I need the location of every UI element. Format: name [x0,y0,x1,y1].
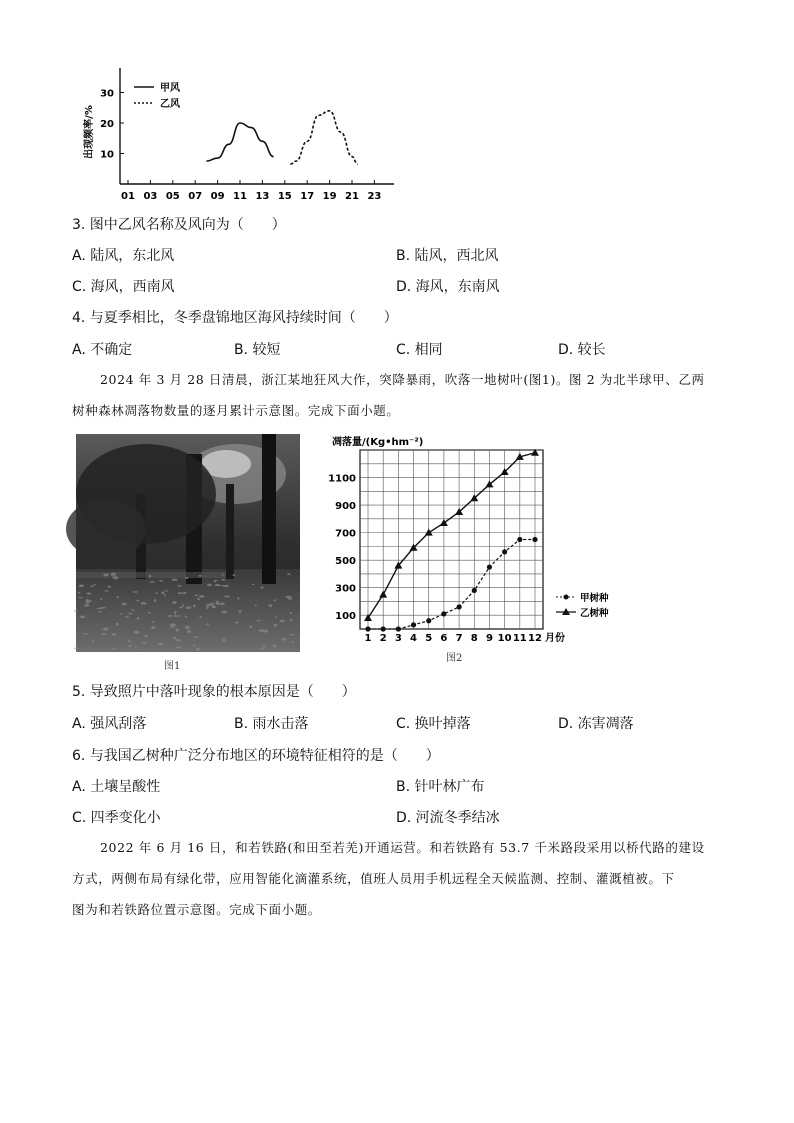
leaf-speck [275,616,277,618]
q6-option-a[interactable]: A. 土壤呈酸性 [72,779,161,795]
leaf-speck [187,630,192,633]
leaf-speck [117,596,119,598]
para2-line1: 2022 年 6 月 16 日，和若铁路(和田至若羌)开通运营。和若铁路有 53.7 千米路段采用以桥代路的建设 [100,840,705,855]
q3-option-c[interactable]: C. 海风，西南风 [72,279,175,295]
fig2-x-label: 月份 [545,633,565,644]
leaf-speck [132,609,134,611]
fig1-photo-fallen-leaves [76,434,300,652]
fig2-point-jia [441,611,446,616]
leaf-speck [196,648,201,651]
leaf-speck [144,635,148,637]
leaf-speck [214,581,216,583]
leaf-speck [172,601,176,604]
wind-x-tick-label: 09 [210,191,225,202]
wind-legend-jia: 甲风 [160,83,180,94]
fig2-series-jia-line [368,540,535,630]
leaf-speck [185,577,188,579]
wind-x-tick-label: 01 [121,191,135,202]
q5-option-d[interactable]: D. 冻害凋落 [558,716,634,732]
leaf-speck [289,634,295,636]
fig1-caption: 图1 [164,661,181,672]
leaf-speck [279,620,284,623]
leaf-speck [175,629,178,632]
q4-option-b[interactable]: B. 较短 [234,342,281,358]
wind-x-tick-label: 07 [188,191,203,202]
fig2-point-jia [502,549,507,554]
fig2-x-tick-label: 4 [410,633,418,644]
fig2-point-jia [411,622,416,627]
wind-x-tick-label: 17 [300,191,315,202]
leaf-speck [193,636,199,637]
q4-option-d[interactable]: D. 较长 [558,342,606,358]
leaf-speck [154,599,156,602]
wind-x-tick-label: 13 [255,191,270,202]
fig2-x-tick-label: 6 [440,633,448,644]
wind-legend-yi: 乙风 [160,99,180,110]
fig2-caption: 图2 [446,653,463,664]
leaf-speck [128,645,131,648]
para1-line1: 2024 年 3 月 28 日清晨，浙江某地狂风大作，突降暴雨，吹落一地树叶(图1)。图 2 为北半球甲、乙两 [100,372,705,387]
fig2-legend [556,592,609,619]
leaf-speck [256,620,260,621]
leaf-speck [165,590,169,591]
leaf-speck [96,608,101,609]
wind-x-tick-label: 19 [322,191,337,202]
leaf-speck [176,646,182,648]
leaf-speck [158,643,163,646]
leaf-speck [135,646,137,648]
leaf-speck [169,627,174,628]
leaf-speck [222,639,225,642]
wind-y-label: 出现频率/% [84,105,95,159]
fig2-point-jia [517,537,522,542]
leaf-speck [255,605,257,607]
leaf-speck [74,610,78,611]
fig2-x-tick-label: 2 [379,633,387,644]
leaf-speck [108,586,111,588]
leaf-speck [141,602,147,605]
q6-stem: 6. 与我国乙树种广泛分布地区的环境特征相符的是（ ） [72,748,440,764]
wind-x-tick-label: 05 [165,191,180,202]
leaf-speck [82,633,88,634]
leaf-speck [91,585,93,587]
leaf-speck [124,616,129,617]
wind-y-tick-label: 20 [100,119,114,130]
leaf-speck [287,573,290,575]
fig2-x-tick-label: 9 [485,633,493,644]
leaf-speck [149,575,151,578]
leaf-speck [171,579,177,581]
fig2-point-yi [379,591,387,598]
wind-x-tick-label: 21 [345,191,359,202]
leaf-speck [127,640,131,642]
fig2-legend-jia: 甲树种 [580,593,609,604]
leaf-speck [141,649,143,650]
fig2-point-jia [472,588,477,593]
wind-y-tick-label: 30 [100,88,114,100]
fig2-y-tick-label: 500 [335,556,356,568]
wind-frequency-chart [78,62,408,204]
leaf-speck [112,648,116,650]
leaf-speck [199,616,202,618]
leaf-speck [262,645,266,647]
leaf-speck [221,579,225,581]
leaf-speck [235,622,238,624]
leaf-speck [239,610,242,612]
leaf-speck [119,613,122,614]
leaf-speck [151,626,155,629]
leaf-speck [104,627,109,630]
leaf-speck [183,592,187,594]
para2-line3: 图为和若铁路位置示意图。完成下面小题。 [72,902,321,917]
leaf-speck [174,611,176,614]
fig2-x-tick-label: 8 [470,633,478,644]
leaf-speck [74,648,79,650]
leaf-speck [291,641,294,643]
wind-x-tick-label: 23 [367,191,382,202]
leaf-speck [86,599,90,602]
fig2-plot-frame [360,450,543,629]
q5-stem: 5. 导致照片中落叶现象的根本原因是（ ） [72,684,356,700]
fig2-legend-yi: 乙树种 [580,608,609,619]
leaf-speck [112,633,117,635]
leaf-speck [281,638,286,640]
leaf-speck [182,604,184,607]
leaf-speck [93,584,96,586]
fig2-point-jia [532,537,537,542]
leaf-speck [199,575,202,577]
leaf-speck [92,640,94,641]
wind-y-tick-label: 10 [100,149,114,161]
fig2-point-jia [396,626,401,631]
leaf-speck [249,625,252,628]
leaf-speck [128,613,133,615]
leaf-speck [193,605,196,608]
leaf-speck [212,605,216,608]
q6-option-d[interactable]: D. 河流冬季结冰 [396,810,500,826]
para2-line2: 方式，两侧布局有绿化带，应用智能化滴灌系统，值班人员用手机远程全天候监测、控制、灌溉植被。下 [72,871,675,886]
leaf-speck [78,592,81,594]
q4-option-a[interactable]: A. 不确定 [72,342,133,358]
leaf-speck [133,591,138,592]
fig2-x-tick-label: 11 [512,633,527,644]
fig2-x-tick-label: 3 [394,633,402,644]
leaf-speck [161,591,164,594]
q4-option-c[interactable]: C. 相同 [396,342,443,358]
q5-option-c[interactable]: C. 换叶掉落 [396,716,471,732]
leaf-speck [78,597,83,598]
leaf-speck [136,600,139,602]
leaf-speck [185,626,190,629]
leaf-speck [152,621,154,623]
fig2-y-label: 凋落量/(Kg•hm⁻²) [332,437,424,448]
leaf-speck [268,604,272,607]
q5-option-b[interactable]: B. 雨水击落 [234,716,309,732]
leaf-speck [84,604,89,606]
leaf-speck [222,574,224,576]
fig2-point-jia [487,564,492,569]
leaf-speck [194,594,198,596]
wind-series-jia [206,123,273,161]
leaf-speck [98,611,102,613]
leaf-speck [206,606,208,609]
q3-option-b[interactable]: B. 陆风，西北风 [396,248,499,264]
leaf-speck [159,580,163,582]
leaf-speck [224,596,230,598]
wind-x-tick-label: 11 [233,191,247,202]
wind-series-yi [290,111,357,164]
fig2-point-yi [440,519,448,526]
leaf-speck [273,645,277,648]
leaf-speck [252,584,255,585]
leaf-speck [185,616,188,618]
q6-option-c[interactable]: C. 四季变化小 [72,810,161,826]
leaf-speck [199,595,205,598]
leaf-speck [286,596,292,599]
leaf-speck [178,585,182,587]
leaf-speck [142,642,147,644]
q3-stem: 3. 图中乙风名称及风向为（ ） [72,217,286,233]
leaf-speck [164,595,166,597]
leaf-speck [100,598,102,600]
leaf-speck [167,615,172,617]
leaf-speck [259,648,264,650]
fig2-litterfall-chart [328,432,609,664]
fig2-point-jia [426,618,431,623]
leaf-speck [111,573,117,576]
leaf-speck [103,573,108,576]
leaf-speck [175,639,179,640]
leaf-speck [101,633,107,635]
leaf-speck [134,631,140,634]
leaf-speck [177,592,182,594]
q6-option-b[interactable]: B. 针叶林广布 [396,779,485,795]
leaf-speck [290,619,293,621]
fig2-y-tick-label: 700 [335,528,356,540]
leaf-speck [221,611,227,614]
leaf-speck [170,623,176,626]
leaf-speck [215,584,221,586]
wind-legend [134,81,181,110]
fig2-y-tick-label: 100 [335,611,356,623]
leaf-speck [79,584,84,587]
q3-option-d[interactable]: D. 海风，东南风 [396,279,500,295]
leaf-speck [179,607,183,608]
leaf-speck [215,603,221,604]
leaf-speck [207,584,212,587]
leaf-speck [237,597,239,599]
leaf-speck [87,592,91,594]
leaf-speck [155,592,158,594]
fig2-x-tick-label: 10 [497,633,512,644]
leaf-speck [113,576,115,577]
leaf-speck [148,612,150,614]
leaf-speck [104,590,108,591]
leaf-speck [193,645,195,647]
leaf-speck [261,630,266,632]
fig2-point-jia [365,626,370,631]
leaf-speck [172,637,176,639]
leaf-speck [273,599,276,601]
fig2-x-tick-label: 12 [528,633,542,644]
leaf-speck [150,581,155,583]
leaf-speck [116,623,119,626]
q4-stem: 4. 与夏季相比，冬季盘锦地区海风持续时间（ ） [72,310,398,326]
fig2-x-tick-label: 5 [425,633,433,644]
para1-line2: 树种森林凋落物数量的逐月累计示意图。完成下面小题。 [72,403,400,418]
q3-option-a[interactable]: A. 陆风，东北风 [72,248,175,264]
leaf-speck [233,574,236,576]
leaf-speck [221,585,226,587]
fig2-point-yi [425,529,433,536]
fig2-point-jia [456,604,461,609]
leaf-speck [290,612,292,614]
fig2-y-tick-label: 1100 [328,473,356,485]
fig2-y-tick-label: 300 [335,583,356,595]
leaf-speck [122,603,127,606]
fig2-x-tick-label: 7 [455,633,463,644]
fig2-point-jia [381,626,386,631]
fig2-y-tick-label: 900 [335,501,356,513]
leaf-speck [274,624,278,627]
leaf-speck [205,624,209,625]
leaf-speck [186,606,192,609]
wind-x-tick-label: 15 [277,191,292,202]
leaf-speck [197,598,200,601]
fig2-x-tick-label: 1 [364,633,372,644]
leaf-speck [211,602,213,603]
leaf-speck [80,616,85,619]
leaf-speck [216,601,219,604]
q5-option-a[interactable]: A. 强风刮落 [72,716,147,732]
leaf-speck [137,617,140,620]
leaf-speck [174,614,176,617]
wind-x-tick-label: 03 [143,191,158,202]
leaf-speck [260,587,264,589]
